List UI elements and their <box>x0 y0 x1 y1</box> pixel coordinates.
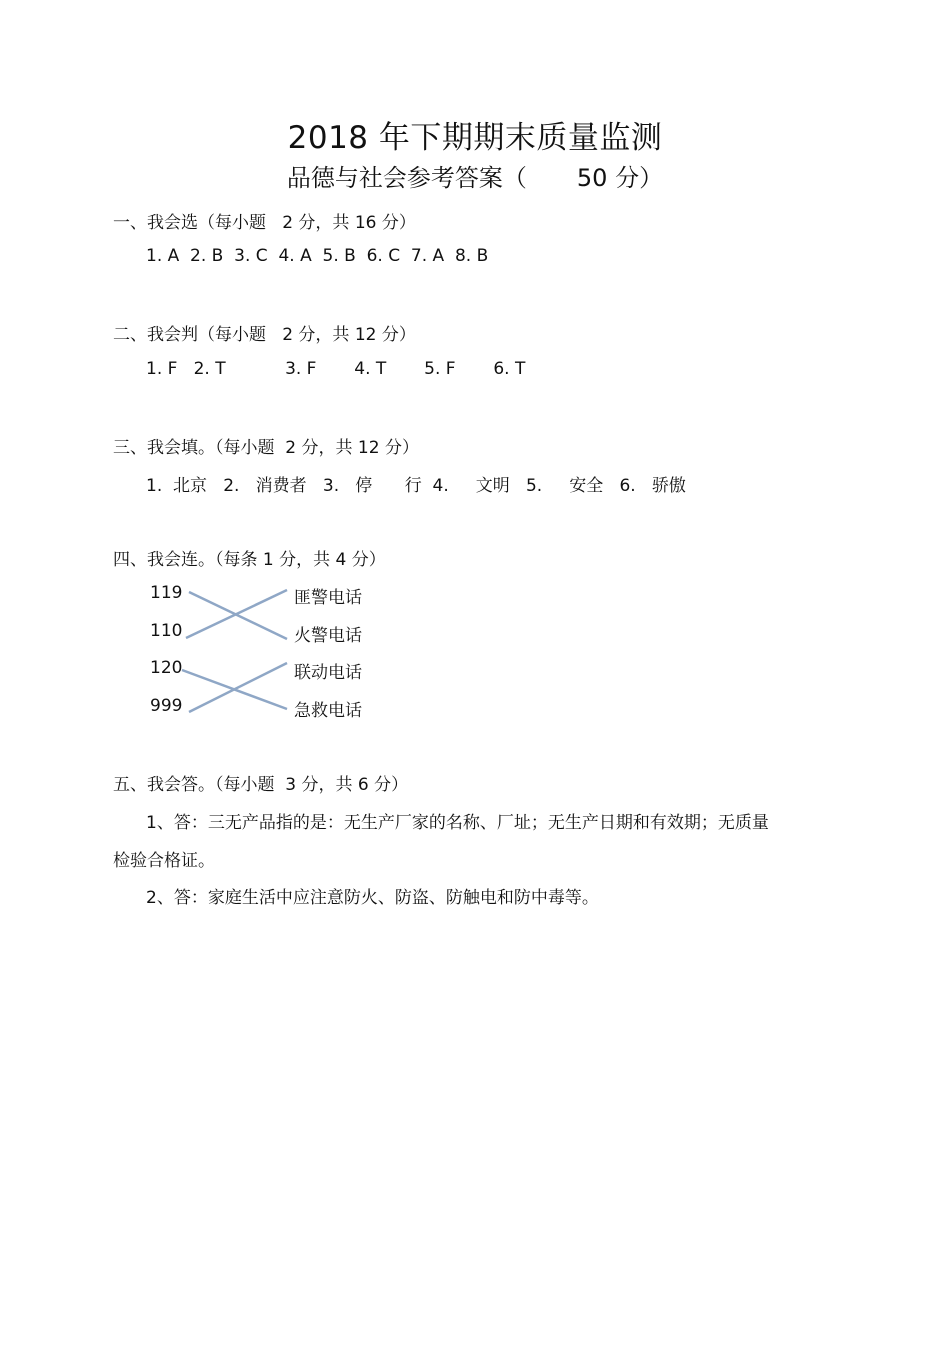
match-line-119-fire <box>189 592 287 639</box>
section-heading-match: 四、我会连。（每条 1 分，共 4 分） <box>113 550 386 570</box>
answer-1-line-2: 检验合格证。 <box>113 851 215 871</box>
section-heading-judge: 二、我会判（每小题 2 分，共 12 分） <box>113 325 416 345</box>
subtitle-score: 50 分） <box>576 164 664 192</box>
document-title: 2018 年下期期末质量监测 <box>287 120 663 156</box>
match-number-999: 999 <box>150 696 183 716</box>
section-heading-fill: 三、我会填。（每小题 2 分，共 12 分） <box>113 438 419 458</box>
match-label-fire: 火警电话 <box>294 626 362 646</box>
match-label-police: 匪警电话 <box>294 588 362 608</box>
match-number-110: 110 <box>150 621 183 641</box>
answers-judge: 1. F 2. T 3. F 4. T 5. F 6. T <box>146 359 526 379</box>
match-number-120: 120 <box>150 658 183 678</box>
answer-1-line-1: 1、答：三无产品指的是：无生产厂家的名称、厂址；无生产日期和有效期；无质量 <box>146 813 769 833</box>
answers-fill: 1. 北京 2. 消费者 3. 停 行 4. 文明 5. 安全 6. 骄傲 <box>146 476 686 496</box>
section-heading-answer: 五、我会答。（每小题 3 分，共 6 分） <box>113 775 409 795</box>
match-number-119: 119 <box>150 583 183 603</box>
match-label-joint: 联动电话 <box>294 663 362 683</box>
match-label-emergency: 急救电话 <box>294 701 362 721</box>
subtitle-prefix: 品德与社会参考答案（ <box>286 164 527 192</box>
section-heading-choice: 一、我会选（每小题 2 分，共 16 分） <box>113 213 416 233</box>
answer-2: 2、答：家庭生活中应注意防火、防盗、防触电和防中毒等。 <box>146 888 599 908</box>
answers-choice: 1. A 2. B 3. C 4. A 5. B 6. C 7. A 8. B <box>146 246 489 266</box>
